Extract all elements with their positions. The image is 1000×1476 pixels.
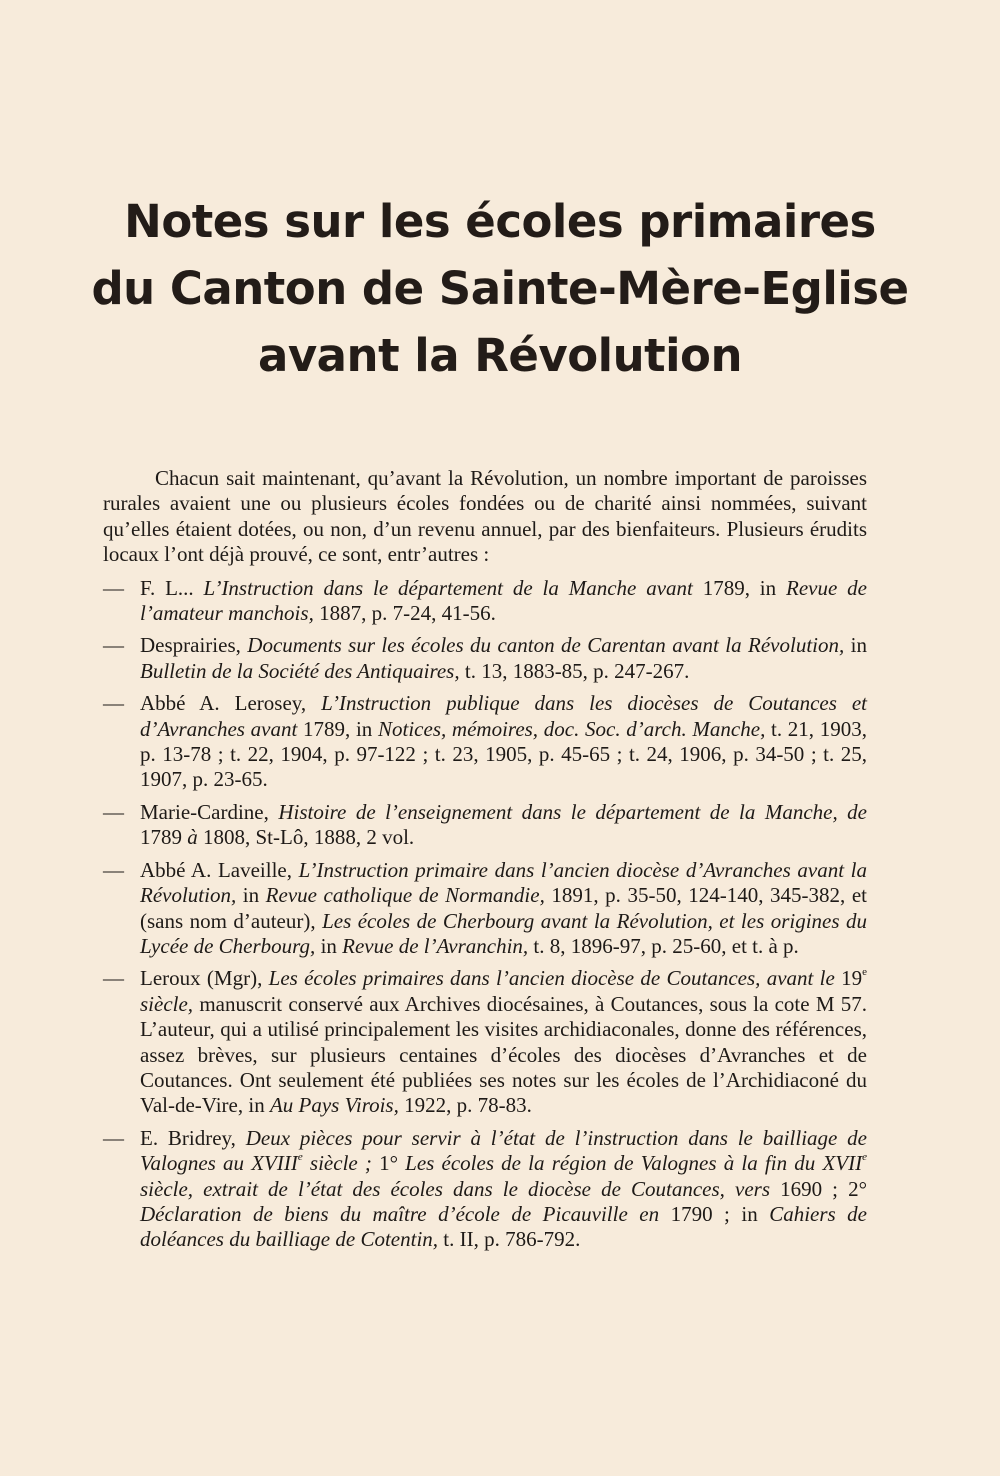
dash-marker: — xyxy=(103,857,124,882)
reference-item xyxy=(103,576,867,627)
reference-item xyxy=(103,858,867,960)
dash-marker: — xyxy=(103,691,124,716)
reference-text: Leroux (Mgr), Les écoles primaires dans l’ancien diocèse de Coutances, avant le 19e siècle, manuscrit conservé aux Archives diocésaines, à Coutances, sous la cote M 57. L’auteur, qui a utilisé principalement les visites archidiaconales, donne des références, assez brèves, sur plusieurs centaines d’écoles des diocèses d’Avranches et de Coutances. Ont seulement été publiées ses notes sur les écoles de l’Archidiaconé du Val-de-Vire, in Au Pays Virois, 1922, p. 78-83. xyxy=(140,966,867,1118)
reference-item xyxy=(103,1126,867,1253)
dash-marker: — xyxy=(103,633,124,658)
title-line-3: avant la Révolution xyxy=(257,329,742,382)
reference-text: Abbé A. Lerosey, L’Instruction publique dans les diocèses de Coutances et d’Avranches avant 1789, in Notices, mémoires, doc. Soc. d’arch. Manche, t. 21, 1903, p. 13-78 ; t. 22, 1904, p. 97-122 ; t. 23, 1905, p. 45-65 ; t. 24, 1906, p. 34-50 ; t. 25, 1907, p. 23-65. xyxy=(140,691,867,792)
reference-item xyxy=(103,800,867,851)
reference-list xyxy=(103,576,867,1253)
dash-marker: — xyxy=(103,799,124,824)
page-title xyxy=(0,188,1000,389)
reference-text: Abbé A. Laveille, L’Instruction primaire dans l’ancien diocèse d’Avranches avant la Révolution, in Revue catholique de Normandie, 1891, p. 35-50, 124-140, 345-382, et (sans nom d’auteur), Les écoles de Cherbourg avant la Révolution, et les origines du Lycée de Cherbourg, in Revue de l’Avranchin, t. 8, 1896-97, p. 25-60, et t. à p. xyxy=(140,857,867,958)
reference-item xyxy=(103,691,867,793)
reference-item xyxy=(103,966,867,1118)
reference-text: F. L... L’Instruction dans le département de la Manche avant 1789, in Revue de l’amateur manchois, 1887, p. 7-24, 41-56. xyxy=(140,575,867,626)
article-body xyxy=(103,466,867,1260)
dash-marker: — xyxy=(103,1125,124,1150)
title-line-1: Notes sur les écoles primaires xyxy=(124,195,876,248)
intro-paragraph: Chacun sait maintenant, qu’avant la Révolution, un nombre important de paroisses rurales avaient une ou plusieurs écoles fondées ou de charité ainsi nommées, suivant qu’elles étaient dotées, ou non, d’un revenu annuel, par des bienfaiteurs. Plusieurs érudits locaux l’ont déjà prouvé, ce sont, entr’autres : xyxy=(103,466,867,567)
reference-text: Marie-Cardine, Histoire de l’enseignement dans le département de la Manche, de 1789 à 1808, St-Lô, 1888, 2 vol. xyxy=(140,799,867,850)
dash-marker: — xyxy=(103,966,124,991)
reference-text: Desprairies, Documents sur les écoles du canton de Carentan avant la Révolution, in Bulletin de la Société des Antiquaires, t. 13, 1883-85, p. 247-267. xyxy=(140,633,867,683)
title-line-2: du Canton de Sainte-Mère-Eglise xyxy=(91,262,909,315)
reference-item xyxy=(103,633,867,684)
dash-marker: — xyxy=(103,575,124,600)
reference-text: E. Bridrey, Deux pièces pour servir à l’état de l’instruction dans le bailliage de Valognes au XVIIIe siècle ; 1° Les écoles de la région de Valognes à la fin du XVIIe siècle, extrait de l’état des écoles dans le diocèse de Coutances, vers 1690 ; 2° Déclaration de biens du maître d’école de Picauville en 1790 ; in Cahiers de doléances du bailliage de Cotentin, t. II, p. 786-792. xyxy=(140,1125,868,1252)
